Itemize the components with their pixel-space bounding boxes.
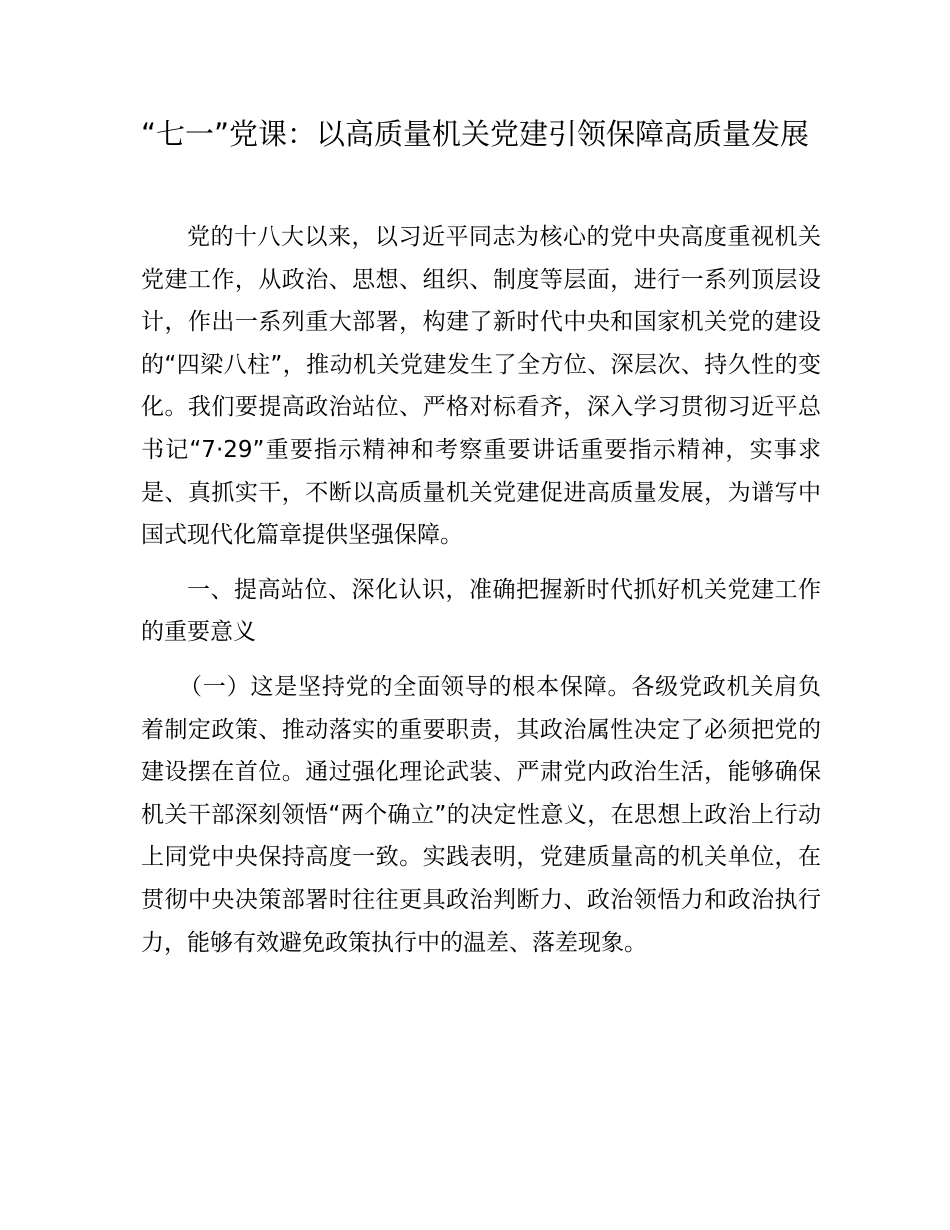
subsection-paragraph-1: （一）这是坚持党的全面领导的根本保障。各级党政机关肩负着制定政策、推动落实的重要职责，其政治属性决定了必须把党的建设摆在首位。通过强化理论武装、严肃党内政治生活，能够确保机关干部深刻领悟“两个确立”的决定性意义，在思想上政治上行动上同党中央保持高度一致。实践表明，党建质量高的机关单位，在贯彻中央决策部署时往往更具政治判断力、政治领悟力和政治执行力，能够有效避免政策执行中的温差、落差现象。 [141, 673, 821, 956]
intro-paragraph: 党的十八大以来，以习近平同志为核心的党中央高度重视机关党建工作，从政治、思想、组织、制度等层面，进行一系列顶层设计，作出一系列重大部署，构建了新时代中央和国家机关党的建设的“四梁八柱”，推动机关党建发生了全方位、深层次、持久性的变化。我们要提高政治站位、严格对标看齐，深入学习贯彻习近平总书记“7·29”重要指示精神和考察重要讲话重要指示精神，实事求是、真抓实干，不断以高质量机关党建促进高质量发展，为谱写中国式现代化篇章提供坚强保障。 [141, 224, 821, 549]
document-body [141, 216, 821, 964]
section-heading-1: 一、提高站位、深化认识，准确把握新时代抓好机关党建工作的重要意义 [141, 576, 821, 646]
document-title: “七一”党课：以高质量机关党建引领保障高质量发展 [140, 117, 810, 151]
